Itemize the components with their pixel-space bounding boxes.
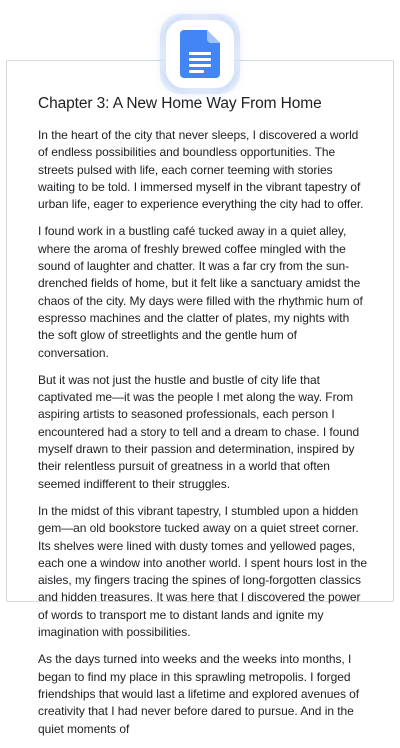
app-icon-tile: [166, 20, 234, 88]
document-content: [38, 95, 368, 748]
paragraph: In the heart of the city that never sleeps, I discovered a world of endless possibilities and boundless opportunities. The streets pulsed with life, each corner teeming with stories waiting to be told. I immersed myself in the vibrant tapestry of urban life, eager to experience everything the city had to offer.: [38, 128, 364, 212]
paragraph: I found work in a bustling café tucked away in a quiet alley, where the aroma of freshly brewed coffee mingled with the sound of laughter and chatter. It was a far cry from the sun-drenched fields of home, but it felt like a sanctuary amidst the chaos of the city. My days were filled with the rhythmic hum of espresso machines and the clatter of plates, my nights with the soft glow of streetlights and the gentle hum of conversation.: [38, 224, 363, 360]
paragraph: In the midst of this vibrant tapestry, I stumbled upon a hidden gem—an old bookstore tucked away on a quiet street corner. Its shelves were lined with dusty tomes and yellowed pages, each one a window into another world. I spent hours lost in the aisles, my fingers tracing the spines of long-forgotten classics and hidden treasures. It was here that I discovered the power of words to transport me to distant lands and ignite my imagination with possibilities.: [38, 503, 368, 640]
paragraph: But it was not just the hustle and bustle of city life that captivated me—it was the people I met along the way. From aspiring artists to seasoned professionals, each person I encountered had a story to tell and a dream to chase. I found myself drawn to their passion and determination, inspired by their relentless pursuit of greatness in a world that often seemed indifferent to their struggles.: [38, 372, 360, 491]
google-docs-icon: [180, 30, 220, 78]
app-icon-badge: [160, 14, 240, 94]
chapter-title: Chapter 3: A New Home Way From Home: [38, 95, 322, 112]
paragraph: As the days turned into weeks and the weeks into months, I began to find my place in this sprawling metropolis. I forged friendships that would last a lifetime and explored avenues of creativity that I had never before dared to pursue. And in the quiet moments of: [38, 652, 360, 736]
